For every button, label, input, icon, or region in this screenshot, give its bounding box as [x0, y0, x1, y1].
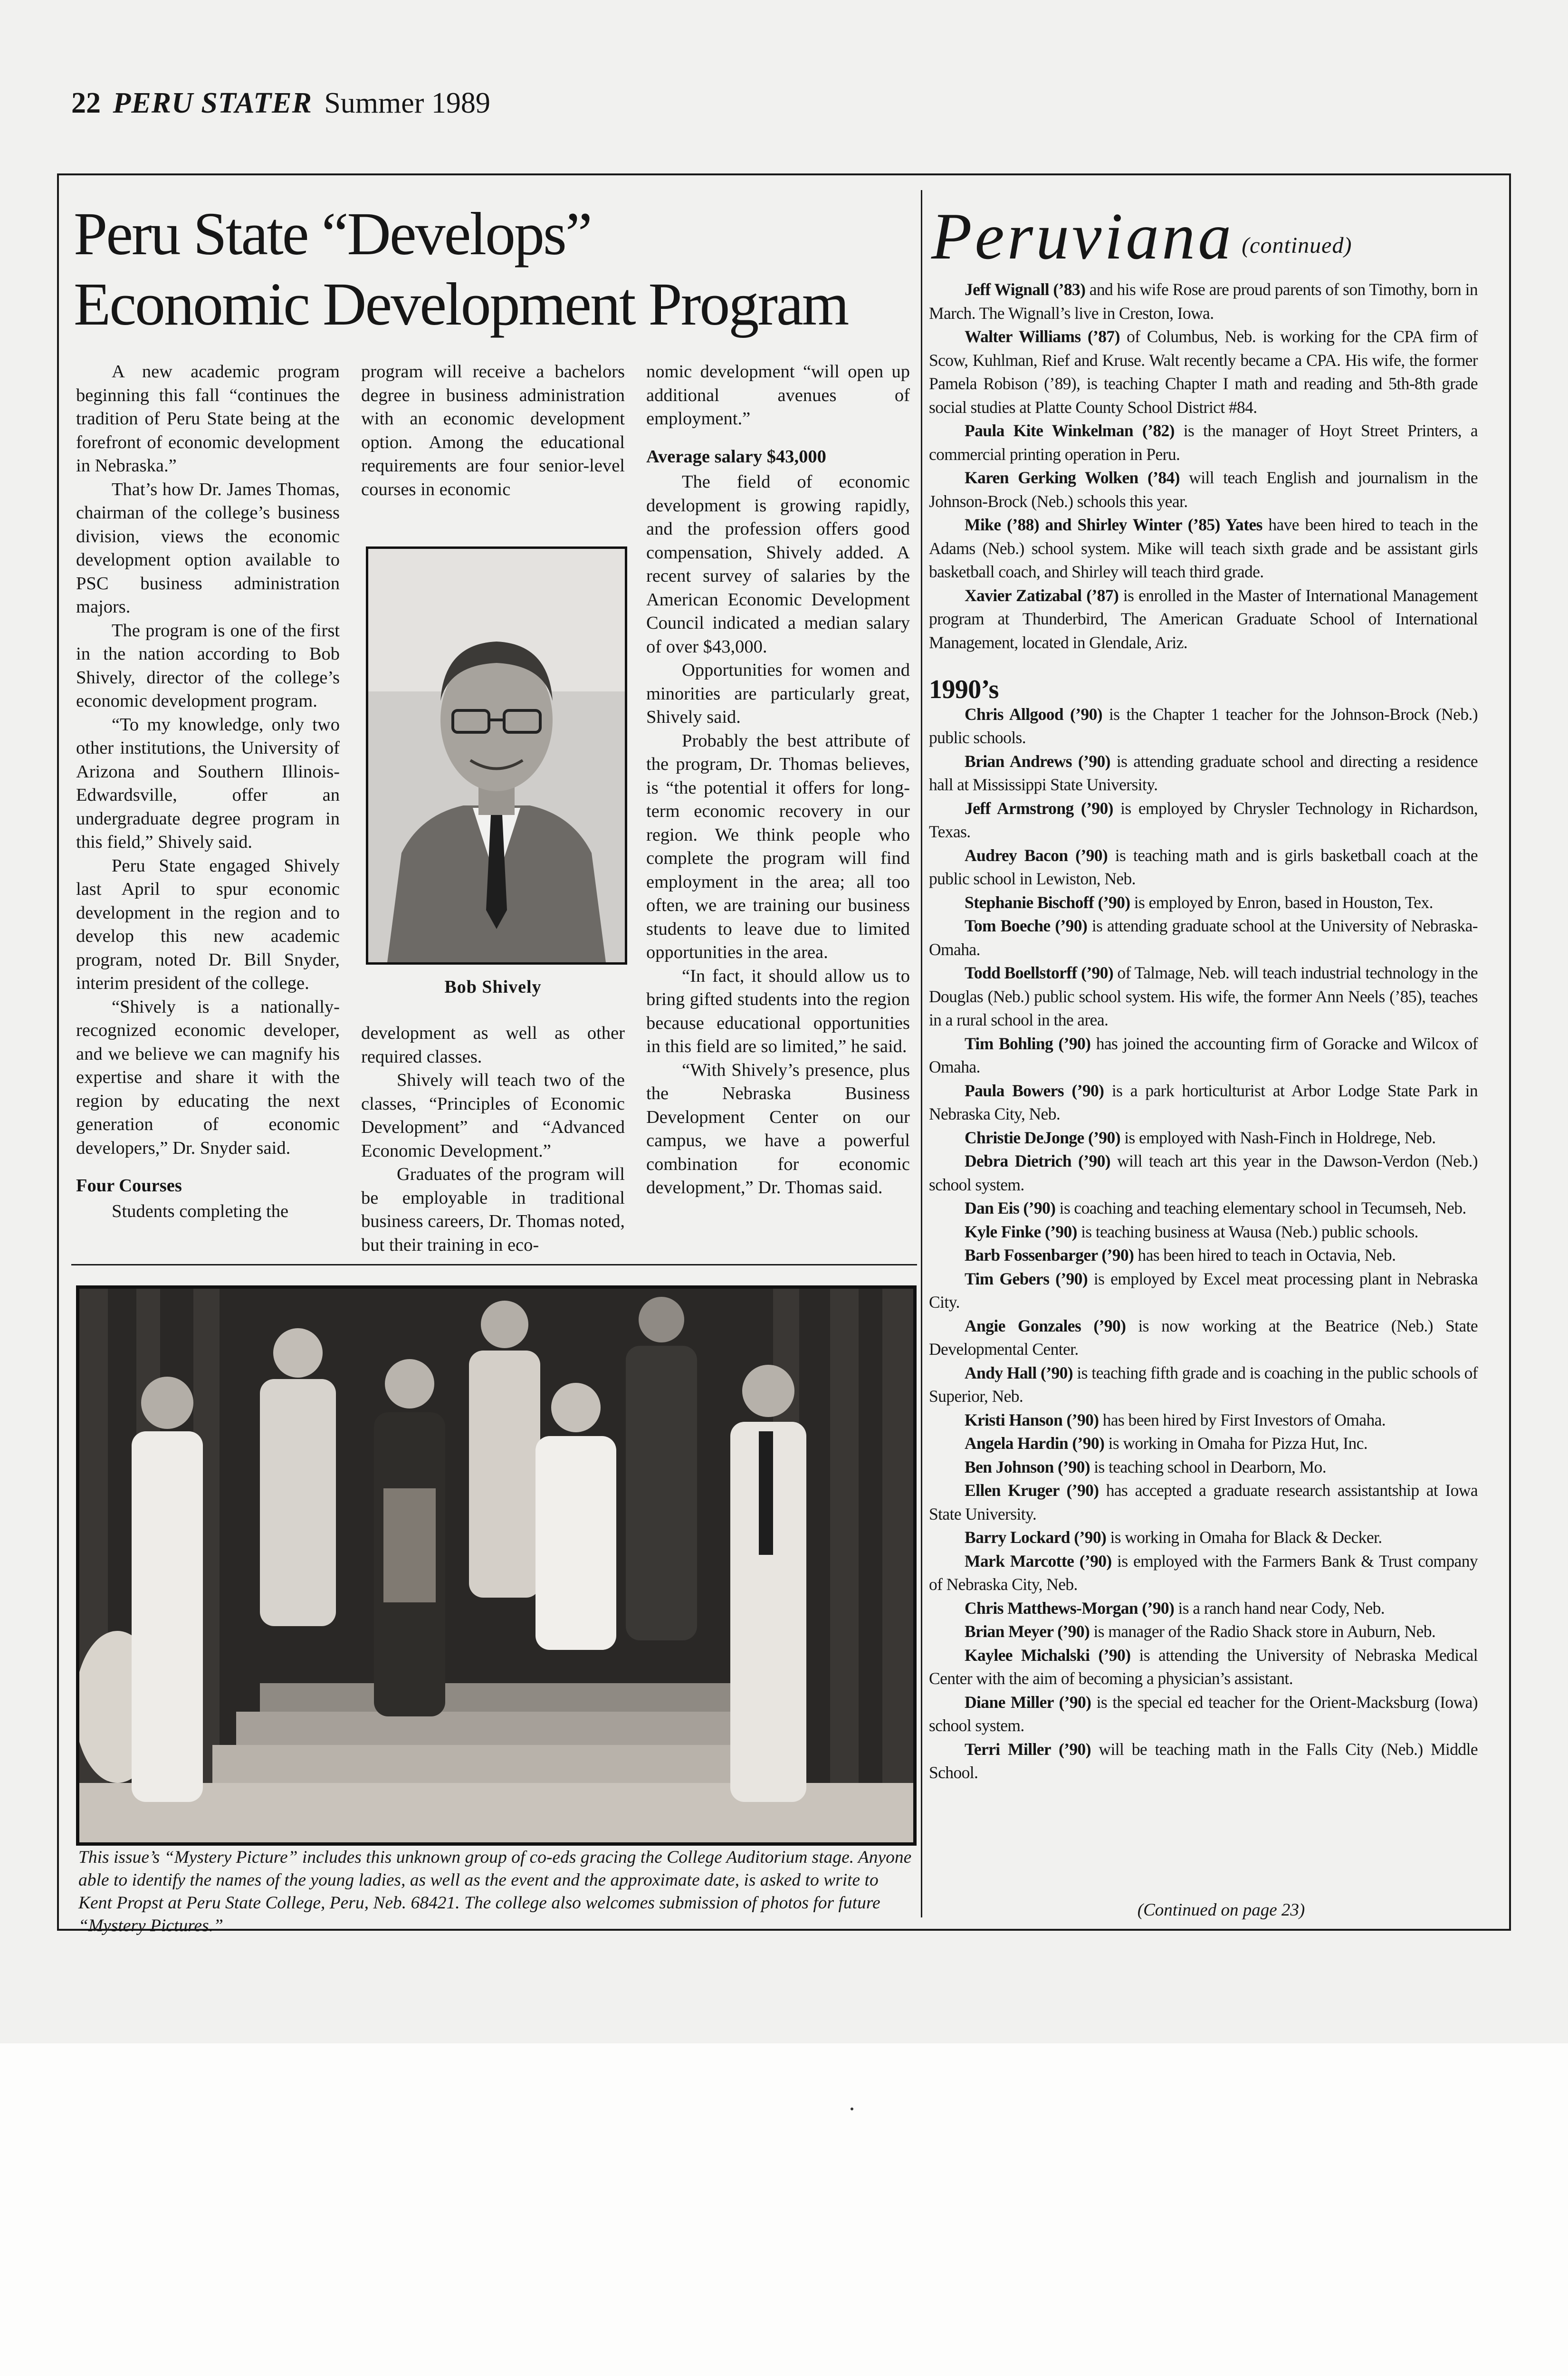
- headline-line-2: Economic Development Program: [74, 270, 848, 338]
- alumni-note: [929, 1644, 1478, 1691]
- alumni-name: Christie DeJonge (’90): [965, 1128, 1120, 1147]
- page-number: 22: [71, 87, 101, 119]
- alumni-note-text: has been hired to teach in Octavia, Neb.: [1134, 1245, 1396, 1265]
- alumni-note-text: has joined the accounting firm of Goracke and Wilcox of Omaha.: [929, 1034, 1478, 1076]
- alumni-note-text: is working in Omaha for Black & Decker.: [1106, 1528, 1382, 1547]
- scan-speck: [851, 2108, 853, 2110]
- paragraph: Graduates of the program will be employable in traditional business careers, Dr. Thomas noted, but their training in eco-: [361, 1164, 625, 1255]
- alumni-note: [929, 1032, 1478, 1079]
- alumni-name: Tim Gebers (’90): [965, 1269, 1088, 1288]
- portrait-image: [368, 549, 625, 962]
- alumni-note: [929, 1079, 1478, 1126]
- article-column-2-bottom: [361, 1022, 625, 1257]
- article-headline: [74, 199, 910, 339]
- paragraph: Peru State engaged Shively last April to spur economic development in the region and to develop this new academic program, noted Dr. Bill Snyder, interim president of the college.: [76, 855, 340, 993]
- article-column-2-top: [361, 360, 625, 501]
- alumni-note: [929, 1126, 1478, 1150]
- alumni-note-text: is enrolled in the Master of International Management program at Thunderbird, The American Graduate School of International Management, located in Glendale, Ariz.: [929, 585, 1478, 652]
- alumni-note: [929, 1220, 1478, 1244]
- alumni-note: [929, 1620, 1478, 1644]
- alumni-note-text: will teach English and journalism in the Johnson-Brock (Neb.) schools this year.: [929, 468, 1478, 511]
- subhead-four-courses: Four Courses: [76, 1176, 182, 1196]
- paragraph: The program is one of the first in the nation according to Bob Shively, director of the college’s economic development program.: [76, 620, 340, 711]
- alumni-note-text: is the Chapter 1 teacher for the Johnson-Brock (Neb.) public schools.: [929, 704, 1478, 747]
- portrait-caption: Bob Shively: [444, 977, 542, 997]
- alumni-name: Diane Miller (’90): [965, 1692, 1091, 1712]
- alumni-note: [929, 914, 1478, 961]
- headline-line-1: Peru State “Develops”: [74, 200, 591, 268]
- alumni-note-text: is attending graduate school at the University of Nebraska-Omaha.: [929, 916, 1478, 959]
- alumni-note: [929, 1456, 1478, 1479]
- article-divider: [71, 1264, 917, 1265]
- alumni-note-text: is employed with Nash-Finch in Holdrege, Neb.: [1120, 1128, 1436, 1147]
- peruviana-title: [931, 199, 1352, 284]
- alumni-name: Barry Lockard (’90): [965, 1528, 1107, 1547]
- alumni-note-text: is attending the University of Nebraska Medical Center with the aim of becoming a physician’s assistant.: [929, 1645, 1478, 1688]
- mystery-picture: [76, 1285, 917, 1846]
- alumni-note: [929, 961, 1478, 1032]
- paragraph: Students completing the: [112, 1201, 289, 1221]
- alumni-notes-1980s: [929, 278, 1478, 654]
- alumni-note: [929, 584, 1478, 655]
- alumni-notes-1990s: [929, 703, 1478, 1785]
- paragraph: That’s how Dr. James Thomas, chairman of the college’s business division, views the economic development option available to PSC business administration majors.: [76, 479, 340, 617]
- alumni-note: [929, 1479, 1478, 1526]
- alumni-note: [929, 1432, 1478, 1456]
- alumni-name: Brian Meyer (’90): [965, 1622, 1090, 1641]
- alumni-note-text: have been hired to teach in the Adams (Neb.) school system. Mike will teach sixth grade and be assistant girls basketball coach, and Shirley will teach third grade.: [929, 515, 1478, 581]
- alumni-note-text: is employed by Enron, based in Houston, Tex.: [1130, 892, 1433, 912]
- alumni-name: Andy Hall (’90): [965, 1363, 1073, 1382]
- alumni-note: [929, 513, 1478, 584]
- decade-heading: 1990’s: [929, 675, 999, 704]
- continued-on-note: (Continued on page 23): [1137, 1900, 1305, 1920]
- alumni-note: [929, 1738, 1478, 1785]
- paragraph: development as well as other required classes.: [361, 1023, 625, 1067]
- alumni-name: Walter Williams (’87): [965, 327, 1120, 346]
- paragraph: “With Shively’s presence, plus the Nebraska Business Development Center on our campus, we have a powerful combination for economic development,” Dr. Thomas said.: [646, 1060, 910, 1198]
- alumni-name: Angie Gonzales (’90): [965, 1316, 1126, 1335]
- paragraph: program will receive a bachelors degree in business administration with an economic development option. Among the educational requirements are four senior-level courses in economic: [361, 362, 625, 499]
- page-folio: [71, 86, 490, 120]
- alumni-note: [929, 1408, 1478, 1432]
- alumni-name: Karen Gerking Wolken (’84): [965, 468, 1180, 487]
- peruviana-column: [929, 278, 1478, 1785]
- paragraph: Probably the best attribute of the program, Dr. Thomas believes, is “the potential it offers for long-term economic recovery in our region. We think people who complete the program will find employment in the area; all too often, we are training our business students to leave due to limited opportunities in the area.: [646, 730, 910, 962]
- alumni-note: [929, 1597, 1478, 1620]
- alumni-name: Paula Bowers (’90): [965, 1081, 1104, 1100]
- alumni-note-text: and his wife Rose are proud parents of son Timothy, born in March. The Wignall’s live in Creston, Iowa.: [929, 280, 1478, 323]
- subhead-average-salary: Average salary $43,000: [646, 446, 826, 467]
- alumni-note-text: is attending graduate school and directing a residence hall at Mississippi State University.: [929, 751, 1478, 794]
- alumni-note: [929, 419, 1478, 466]
- alumni-note: [929, 1267, 1478, 1314]
- bob-shively-photo: [366, 546, 627, 965]
- alumni-note: [929, 1691, 1478, 1738]
- alumni-name: Paula Kite Winkelman (’82): [965, 421, 1175, 440]
- alumni-name: Terri Miller (’90): [965, 1739, 1091, 1759]
- alumni-name: Brian Andrews (’90): [965, 751, 1110, 771]
- alumni-note-text: will be teaching math in the Falls City (Neb.) Middle School.: [929, 1739, 1478, 1782]
- alumni-note-text: is working in Omaha for Pizza Hut, Inc.: [1104, 1434, 1368, 1453]
- alumni-note: [929, 844, 1478, 891]
- paragraph: “Shively is a nationally-recognized economic developer, and we believe we can magnify his expertise and share it with the region by educating the next generation of economic developers,” Dr. Snyder said.: [76, 996, 340, 1158]
- alumni-note-text: is employed by Chrysler Technology in Richardson, Texas.: [929, 798, 1478, 841]
- alumni-name: Ellen Kruger (’90): [965, 1481, 1099, 1500]
- alumni-name: Kristi Hanson (’90): [965, 1410, 1099, 1429]
- article-column-3: [646, 360, 910, 1200]
- alumni-note-text: is the special ed teacher for the Orient-Macksburg (Iowa) school system.: [929, 1692, 1478, 1735]
- paragraph: “To my knowledge, only two other institutions, the University of Arizona and Southern Illinois-Edwardsville, offer an undergraduate degree program in this field,” Shively said.: [76, 714, 340, 852]
- alumni-name: Dan Eis (’90): [965, 1198, 1056, 1217]
- alumni-name: Tom Boeche (’90): [965, 916, 1088, 935]
- alumni-note-text: is teaching math and is girls basketball coach at the public school in Lewiston, Neb.: [929, 845, 1478, 888]
- alumni-name: Angela Hardin (’90): [965, 1434, 1105, 1453]
- peruviana-title-text: Peruviana: [931, 200, 1234, 273]
- alumni-note: [929, 1150, 1478, 1197]
- alumni-note: [929, 466, 1478, 513]
- alumni-name: Audrey Bacon (’90): [965, 845, 1108, 865]
- alumni-name: Stephanie Bischoff (’90): [965, 892, 1130, 912]
- alumni-name: Mark Marcotte (’90): [965, 1551, 1112, 1571]
- alumni-note-text: is a ranch hand near Cody, Neb.: [1174, 1598, 1385, 1618]
- alumni-note-text: is teaching school in Dearborn, Mo.: [1090, 1457, 1326, 1476]
- alumni-note: [929, 1314, 1478, 1361]
- alumni-name: Tim Bohling (’90): [965, 1034, 1091, 1053]
- paragraph: The field of economic development is growing rapidly, and the profession offers good compensation, Shively added. A recent survey of salaries by the American Economic Development Council indicated a median salary of over $43,000.: [646, 472, 910, 657]
- alumni-note-text: is teaching fifth grade and is coaching in the public schools of Superior, Neb.: [929, 1363, 1478, 1406]
- alumni-name: Chris Matthews-Morgan (’90): [965, 1598, 1175, 1618]
- alumni-note-text: is now working at the Beatrice (Neb.) State Developmental Center.: [929, 1316, 1478, 1359]
- issue-date: Summer 1989: [324, 87, 490, 119]
- alumni-note-text: has been hired by First Investors of Omaha.: [1099, 1410, 1386, 1429]
- scan-margin: [0, 2043, 1568, 2376]
- alumni-name: Kyle Finke (’90): [965, 1222, 1077, 1241]
- alumni-name: Barb Fossenbarger (’90): [965, 1245, 1134, 1265]
- alumni-note: [929, 750, 1478, 797]
- alumni-note: [929, 1361, 1478, 1408]
- alumni-note-text: is the manager of Hoyt Street Printers, a commercial printing operation in Peru.: [929, 421, 1478, 464]
- alumni-name: Kaylee Michalski (’90): [965, 1645, 1131, 1665]
- alumni-name: Jeff Wignall (’83): [965, 280, 1086, 299]
- column-divider: [921, 190, 922, 1917]
- alumni-note-text: is teaching business at Wausa (Neb.) public schools.: [1077, 1222, 1418, 1241]
- alumni-note: [929, 325, 1478, 419]
- alumni-name: Debra Dietrich (’90): [965, 1151, 1111, 1170]
- article-column-1: [76, 360, 340, 1223]
- alumni-name: Todd Boellstorff (’90): [965, 963, 1114, 982]
- alumni-note-text: of Columbus, Neb. is working for the CPA firm of Scow, Kuhlman, Rief and Kruse. Walt recently became a CPA. His wife, the former Pamela Robison (’89), is teaching Chapter I math and reading and 5th-8th grade social studies at Platte County School District #84.: [929, 327, 1478, 417]
- alumni-note: [929, 1244, 1478, 1267]
- alumni-note-text: is employed by Excel meat processing plant in Nebraska City.: [929, 1269, 1478, 1312]
- alumni-note: [929, 278, 1478, 325]
- alumni-note: [929, 1197, 1478, 1220]
- paragraph: Opportunities for women and minorities are particularly great, Shively said.: [646, 660, 910, 727]
- alumni-note-text: of Talmage, Neb. will teach industrial technology in the Douglas (Neb.) public school system. His wife, the former Ann Neels (’85), teaches in a rural school in the area.: [929, 963, 1478, 1029]
- mystery-picture-caption: This issue’s “Mystery Picture” includes this unknown group of co-eds gracing the College Auditorium stage. Anyone able to identify the names of the young ladies, as well as the event and the approximate date, is asked to write to Kent Propst at Peru State College, Peru, Neb. 68421. The college also welcomes submission of photos for future “Mystery Pictures.”: [78, 1848, 912, 1935]
- paragraph: nomic development “will open up additional avenues of employment.”: [646, 362, 910, 429]
- alumni-note: [929, 891, 1478, 915]
- mystery-picture-image: [79, 1289, 913, 1842]
- paragraph: “In fact, it should allow us to bring gifted students into the region because educational opportunities in this field are so limited,” he said.: [646, 966, 910, 1056]
- publication-name: PERU STATER: [113, 87, 312, 119]
- alumni-note-text: is a park horticulturist at Arbor Lodge State Park in Nebraska City, Neb.: [929, 1081, 1478, 1123]
- alumni-note-text: is coaching and teaching elementary school in Tecumseh, Neb.: [1055, 1198, 1466, 1217]
- alumni-note-text: is employed with the Farmers Bank & Trust company of Nebraska City, Neb.: [929, 1551, 1478, 1594]
- paragraph: A new academic program beginning this fall “continues the tradition of Peru State being at the forefront of economic development in Nebraska.”: [76, 362, 340, 476]
- alumni-note: [929, 1526, 1478, 1550]
- continued-label: (continued): [1242, 233, 1352, 258]
- alumni-name: Xavier Zatizabal (’87): [965, 585, 1119, 605]
- alumni-name: Ben Johnson (’90): [965, 1457, 1090, 1476]
- alumni-note: [929, 797, 1478, 844]
- alumni-note-text: is manager of the Radio Shack store in Auburn, Neb.: [1090, 1622, 1436, 1641]
- alumni-note: [929, 1550, 1478, 1597]
- alumni-name: Chris Allgood (’90): [965, 704, 1102, 724]
- alumni-name: Mike (’88) and Shirley Winter (’85) Yates: [965, 515, 1262, 534]
- alumni-note-text: will teach art this year in the Dawson-Verdon (Neb.) school system.: [929, 1151, 1478, 1194]
- alumni-note: [929, 703, 1478, 750]
- alumni-note-text: has accepted a graduate research assistantship at Iowa State University.: [929, 1481, 1478, 1523]
- alumni-name: Jeff Armstrong (’90): [965, 798, 1113, 818]
- paragraph: Shively will teach two of the classes, “Principles of Economic Development” and “Advanced Economic Development.”: [361, 1070, 625, 1161]
